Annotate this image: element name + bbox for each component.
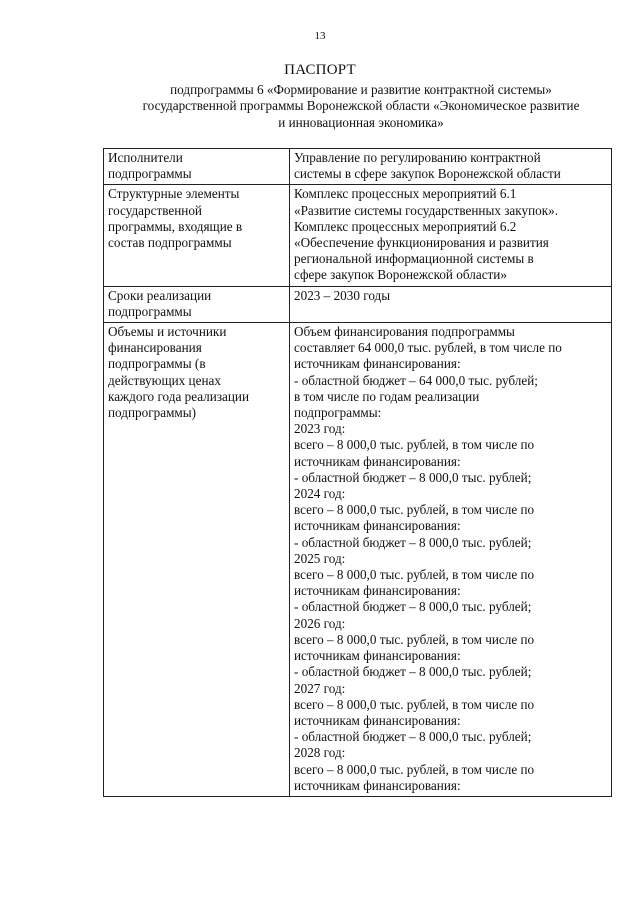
cell-text-line: источникам финансирования: <box>294 777 461 793</box>
cell-text-line: 2024 год: <box>294 486 346 502</box>
cell-text-line: - областной бюджет – 8 000,0 тыс. рублей; <box>294 599 532 615</box>
cell-text-line: действующих ценах <box>108 372 221 388</box>
cell-text-line: всего – 8 000,0 тыс. рублей, в том числе по <box>294 567 535 583</box>
cell-text-line: всего – 8 000,0 тыс. рублей, в том числе по <box>294 502 535 518</box>
cell-text-line: государственной <box>108 202 202 218</box>
row-label-cell <box>104 286 290 322</box>
cell-text-line: - областной бюджет – 64 000,0 тыс. рублей; <box>294 372 538 388</box>
cell-text-line: подпрограммы <box>108 303 192 319</box>
row-value-cell <box>290 185 612 286</box>
cell-text-line: подпрограммы) <box>108 405 197 421</box>
cell-text-line: - областной бюджет – 8 000,0 тыс. рублей; <box>294 534 532 550</box>
table-row <box>104 149 612 185</box>
cell-text-line: 2028 год: <box>294 745 346 761</box>
cell-text-line: 2023 год: <box>294 421 346 437</box>
cell-text-line: состав подпрограммы <box>108 235 232 251</box>
page-number: 13 <box>314 30 326 42</box>
table-row <box>104 323 612 797</box>
cell-text-line: источникам финансирования: <box>294 648 461 664</box>
cell-text-line: Комплекс процессных мероприятий 6.2 <box>294 218 517 234</box>
cell-text-line: источникам финансирования: <box>294 518 461 534</box>
cell-text-line: 2027 год: <box>294 680 346 696</box>
cell-text-line: источникам финансирования: <box>294 356 461 372</box>
cell-text-line: 2025 год: <box>294 550 346 566</box>
cell-text-line: Управление по регулированию контрактной <box>294 150 541 165</box>
cell-text-line: «Обеспечение функционирования и развития <box>294 235 549 251</box>
cell-text-line: системы в сфере закупок Воронежской области <box>294 166 561 182</box>
cell-text-line: Структурные элементы <box>108 186 240 202</box>
subtitle-line: и инновационная экономика» <box>278 114 444 130</box>
cell-text-line: подпрограммы: <box>294 405 382 421</box>
row-label-cell <box>104 185 290 286</box>
table-row <box>104 185 612 286</box>
row-value-cell <box>290 149 612 185</box>
cell-text-line: 2026 год: <box>294 615 346 631</box>
subtitle-line: подпрограммы 6 «Формирование и развитие контрактной системы» <box>170 82 552 97</box>
cell-text-line: региональной информационной системы в <box>294 251 534 267</box>
subtitle-line: государственной программы Воронежской области «Экономическое развитие <box>142 98 580 114</box>
cell-text-line: составляет 64 000,0 тыс. рублей, в том числе по <box>294 340 562 356</box>
cell-text-line: источникам финансирования: <box>294 453 461 469</box>
cell-text-line: всего – 8 000,0 тыс. рублей, в том числе по <box>294 696 535 712</box>
cell-text-line: Объемы и источники <box>108 324 227 340</box>
row-label-cell <box>104 323 290 797</box>
document-title: ПАСПОРТ <box>284 62 356 78</box>
document-subtitle <box>100 82 622 131</box>
row-label-cell <box>104 149 290 185</box>
cell-text-line: - областной бюджет – 8 000,0 тыс. рублей; <box>294 469 532 485</box>
cell-text-line: всего – 8 000,0 тыс. рублей, в том числе по <box>294 761 535 777</box>
cell-text-line: программы, входящие в <box>108 218 243 234</box>
cell-text-line: всего – 8 000,0 тыс. рублей, в том числе по <box>294 437 535 453</box>
cell-text-line: подпрограммы (в <box>108 356 206 372</box>
cell-text-line: каждого года реализации <box>108 388 250 404</box>
cell-text-line: - областной бюджет – 8 000,0 тыс. рублей; <box>294 729 532 745</box>
row-value-cell <box>290 286 612 322</box>
cell-text-line: Объем финансирования подпрограммы <box>294 324 515 340</box>
cell-text-line: всего – 8 000,0 тыс. рублей, в том числе по <box>294 631 535 647</box>
cell-text-line: Комплекс процессных мероприятий 6.1 <box>294 186 517 202</box>
cell-text-line: подпрограммы <box>108 166 192 182</box>
cell-text-line: финансирования <box>108 340 202 356</box>
cell-text-line: 2023 – 2030 годы <box>294 287 391 303</box>
cell-text-line: в том числе по годам реализации <box>294 388 480 404</box>
cell-text-line: Исполнители <box>108 150 183 165</box>
cell-text-line: «Развитие системы государственных закупок». <box>294 202 559 218</box>
cell-text-line: источникам финансирования: <box>294 583 461 599</box>
cell-text-line: Сроки реализации <box>108 287 212 303</box>
cell-text-line: сфере закупок Воронежской области» <box>294 267 507 283</box>
row-value-cell <box>290 323 612 797</box>
passport-table <box>103 148 612 797</box>
table-row <box>104 286 612 322</box>
cell-text-line: - областной бюджет – 8 000,0 тыс. рублей; <box>294 664 532 680</box>
cell-text-line: источникам финансирования: <box>294 712 461 728</box>
